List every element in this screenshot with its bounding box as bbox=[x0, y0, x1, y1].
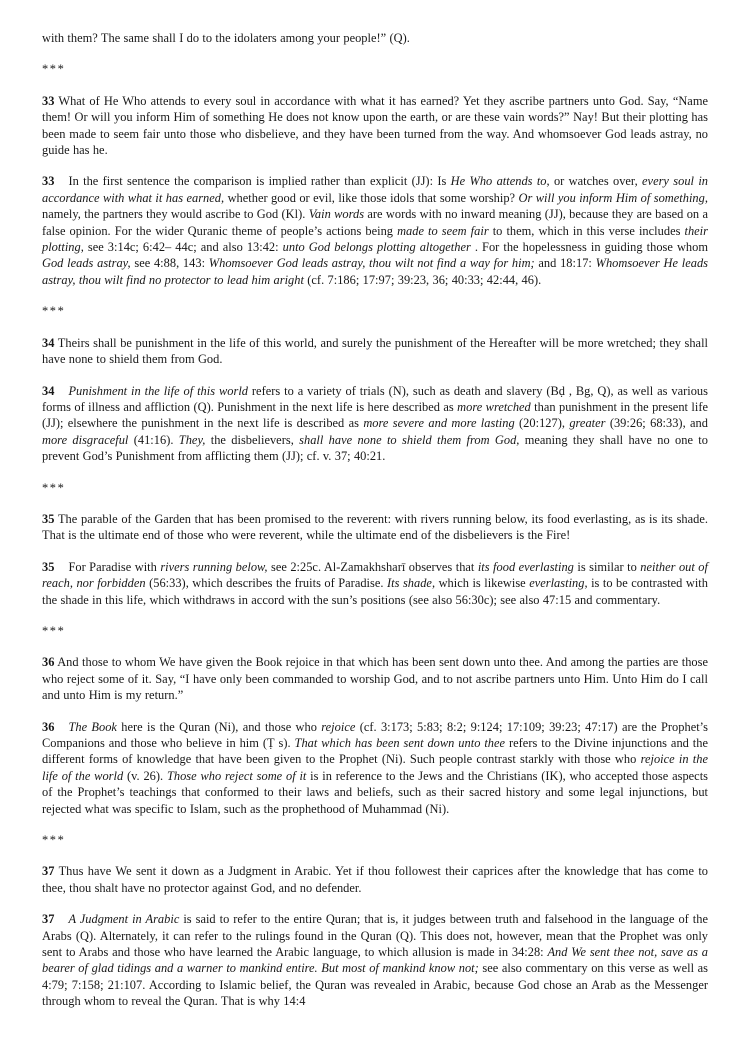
body-text: (41:16). bbox=[128, 432, 179, 447]
quoted-phrase: everlasting, bbox=[529, 576, 588, 591]
body-text: is in reference to the Jews and the Christians (IK), who accepted those aspects of the Prophet’s teachings that conformed to their laws and beliefs, such as their sacred history and some legal injunctions, but rejected what was specific to Islam, such as the prophethood of Muhammad (Ni). bbox=[42, 768, 709, 816]
separator-asterisks: *** bbox=[42, 62, 66, 77]
commentary-number: 35 bbox=[42, 559, 55, 574]
commentary-number: 34 bbox=[42, 383, 55, 398]
quoted-phrase: more disgraceful bbox=[42, 432, 129, 447]
verse-text: Theirs shall be punishment in the life of this world, and surely the punishment of the Hereafter will be more wretched; they shall have none to shield them from God. bbox=[42, 335, 709, 367]
body-text: than punishment in the present life (JJ); elsewhere the punishment in the next life is described as bbox=[42, 399, 708, 431]
text-column bbox=[42, 30, 708, 1025]
body-text: meaning they shall have no one to prevent God’s Punishment from afflicting them (JJ); cf. v. 37; 40:21. bbox=[42, 432, 708, 464]
body-text: is to be contrasted with the shade in this life, which withdraws in accord with the sun’s positions (see also 56:30c); see also 47:15 and commentary. bbox=[42, 576, 708, 607]
body-text: (20:127), bbox=[514, 416, 570, 431]
verse-number: 33 bbox=[42, 93, 55, 108]
quoted-phrase: Punishment in the life of this world bbox=[68, 383, 248, 398]
separator-asterisks: *** bbox=[42, 833, 66, 848]
verse-paragraph bbox=[42, 654, 708, 703]
section-separator-2 bbox=[42, 303, 708, 319]
body-text: the disbelievers, bbox=[205, 432, 300, 447]
body-text: (cf. 7:186; 17:97; 39:23, 36; 40:33; 42:44, 46). bbox=[303, 272, 542, 287]
separator-asterisks: *** bbox=[42, 304, 66, 319]
commentary-block-35 bbox=[42, 559, 708, 608]
verse-block-35 bbox=[42, 511, 708, 544]
section-separator-1 bbox=[42, 61, 708, 77]
verse-paragraph bbox=[42, 93, 708, 159]
body-text: see 2:25c. Al-Zamakhsharī observes that bbox=[267, 559, 478, 574]
verse-block-33 bbox=[42, 93, 708, 159]
body-text: whether good or evil, like those idols that some worship? bbox=[224, 190, 519, 205]
body-text: (cf. 3:173; 5:83; 8:2; 9:124; 17:109; 39:23; 47:17) are the Prophet’s Companions and those who believe in him (Ṭ s). bbox=[42, 719, 708, 750]
commentary-runs bbox=[42, 560, 708, 607]
body-text: For Paradise with bbox=[68, 559, 161, 574]
quoted-phrase: Whomsoever He leads astray, thou wilt find no protector to lead him aright bbox=[42, 256, 708, 287]
body-text: see 3:14c; 6:42– 44c; and also 13:42: bbox=[83, 240, 283, 255]
quoted-phrase: greater bbox=[569, 416, 606, 431]
section-separator-5 bbox=[42, 832, 708, 848]
verse-number: 37 bbox=[42, 864, 55, 879]
commentary-block-34 bbox=[42, 383, 708, 465]
body-text: is similar to bbox=[573, 559, 641, 574]
quoted-phrase: every soul in accordance with what it has earned, bbox=[42, 174, 708, 205]
quoted-phrase: The Book bbox=[68, 719, 117, 734]
quoted-phrase: He Who attends to, bbox=[450, 174, 550, 189]
verse-text: Thus have We sent it down as a Judgment in Arabic. Yet if thou followest their caprices after the knowledge that has come to thee, thou shalt have no protector against God, and no defender. bbox=[42, 864, 709, 895]
commentary-number: 33 bbox=[42, 174, 55, 189]
commentary-runs bbox=[42, 384, 708, 464]
quoted-phrase: neither out of reach, nor forbidden bbox=[42, 559, 708, 591]
section-separator-4 bbox=[42, 623, 708, 639]
quoted-phrase: its food everlasting bbox=[477, 559, 574, 574]
verse-paragraph bbox=[42, 511, 708, 544]
quoted-phrase: made to seem fair bbox=[397, 223, 489, 238]
body-text: here is the Quran (Ni), and those who bbox=[116, 719, 322, 734]
carryover-text: with them? The same shall I do to the idolaters among your people!” (Q). bbox=[42, 31, 410, 45]
commentary-runs bbox=[42, 174, 708, 286]
commentary-number: 36 bbox=[42, 719, 55, 734]
quoted-phrase: Or will you inform Him of something, bbox=[518, 190, 708, 205]
quoted-phrase: rivers running below, bbox=[160, 559, 268, 574]
quoted-phrase: That which has been sent down unto thee bbox=[294, 736, 506, 750]
verse-block-37 bbox=[42, 863, 708, 896]
section-separator-3 bbox=[42, 480, 708, 496]
separator-asterisks: *** bbox=[42, 623, 66, 638]
quoted-phrase: They, bbox=[178, 432, 206, 447]
quoted-phrase: Vain words bbox=[308, 207, 365, 222]
quoted-phrase: Those who reject some of it bbox=[166, 768, 307, 783]
separator-asterisks: *** bbox=[42, 480, 66, 495]
paragraph-carryover bbox=[42, 30, 708, 46]
body-text: are words with no inward meaning (JJ), because they are based on a false opinion. For the wider Quranic theme of people’s actions being bbox=[42, 207, 708, 238]
verse-paragraph bbox=[42, 335, 708, 368]
commentary-paragraph bbox=[42, 173, 708, 288]
commentary-runs bbox=[42, 720, 708, 816]
commentary-paragraph bbox=[42, 559, 708, 608]
quoted-phrase: their plotting, bbox=[42, 223, 708, 255]
body-text: to them, which in this verse includes bbox=[488, 223, 685, 238]
commentary-paragraph bbox=[42, 383, 708, 465]
body-text: (56:33), which describes the fruits of Paradise. bbox=[145, 576, 387, 591]
commentary-paragraph bbox=[42, 719, 708, 817]
commentary-number: 37 bbox=[42, 912, 55, 927]
quoted-phrase: rejoice in the life of the world bbox=[42, 752, 708, 783]
quoted-phrase: Whomsoever God leads astray, thou wilt not find a way for him; bbox=[208, 256, 535, 271]
verse-number: 36 bbox=[42, 655, 55, 670]
verse-block-34 bbox=[42, 335, 708, 368]
body-text: refers to a variety of trials (N), such as death and slavery (Bḍ , Bg, Q), as well as various forms of illness and affliction (Q). Punishment in the next life is here described as bbox=[42, 383, 708, 414]
body-text: In the first sentence the comparison is implied rather than explicit (JJ): Is bbox=[68, 174, 451, 189]
commentary-block-36 bbox=[42, 719, 708, 817]
commentary-paragraph bbox=[42, 911, 708, 1009]
body-text: namely, the partners they would ascribe to God (Kl). bbox=[42, 207, 309, 222]
body-text: see also commentary on this verse as well as 4:79; 7:158; 21:107. According to Islamic belief, the Quran was revealed in Arabic, because God chose an Arab as the Messenger through whom to reveal the Quran. That is why 14:4 bbox=[42, 961, 708, 1009]
quoted-phrase: God leads astray, bbox=[42, 256, 131, 271]
quoted-phrase: more severe and more lasting bbox=[363, 416, 515, 431]
quoted-phrase: Its shade, bbox=[387, 576, 436, 591]
verse-text: The parable of the Garden that has been promised to the reverent: with rivers running below, its food everlasting, as is its shade. That is the ultimate end of those who were reverent, while the ultimate end of the disbelievers is the Fire! bbox=[42, 511, 709, 543]
commentary-block-37 bbox=[42, 911, 708, 1009]
body-text: and 18:17: bbox=[534, 256, 596, 271]
verse-paragraph bbox=[42, 863, 708, 896]
quoted-phrase: shall have none to shield them from God, bbox=[299, 432, 520, 447]
body-text: refers to the Divine injunctions and the different forms of knowledge that have been given to the Prophet (Ni). Such people contrast starkly with those who bbox=[42, 736, 709, 767]
verse-text: And those to whom We have given the Book rejoice in that which has been sent down unto thee. And among the parties are those who reject some of it. Say, “I have only been commanded to worship God, and to not ascribe partners unto Him. Unto Him do I call and unto Him is my return.” bbox=[42, 655, 708, 703]
quoted-phrase: more wretched bbox=[457, 399, 531, 414]
body-text: or watches over, bbox=[549, 174, 643, 189]
body-text: (39:26; 68:33), and bbox=[605, 416, 708, 431]
verse-block-36 bbox=[42, 654, 708, 703]
body-text: (v. 26). bbox=[123, 768, 167, 783]
quoted-phrase: A Judgment in Arabic bbox=[68, 912, 180, 927]
verse-text: What of He Who attends to every soul in accordance with what it has earned? Yet they ascribe partners unto God. Say, “Name them! Or will you inform Him of something He does not know upon the earth, or are these vain words?” Nay! But their plotting has been made to seem fair unto those who disbelieve, and they have been turned from the way. And whomsoever God leads astray, no guide has he. bbox=[42, 93, 708, 158]
verse-number: 34 bbox=[42, 335, 55, 350]
commentary-runs bbox=[42, 912, 708, 1008]
verse-number: 35 bbox=[42, 511, 55, 526]
quoted-phrase: And We sent thee not, save as a bearer of glad tidings and a warner to mankind entire. But most of mankind know not; bbox=[42, 945, 708, 976]
body-text: is said to refer to the entire Quran; that is, it judges between truth and falsehood in the language of the Arabs (Q). Alternately, it can refer to the rulings found in the Quran (Q). This does not, however, mean that the Prophet was only sent to Arabs and those who have learned the Arabic language, to which allusion is made in 34:28: bbox=[42, 912, 708, 960]
body-text: which is likewise bbox=[435, 576, 530, 591]
quoted-phrase: rejoice bbox=[321, 719, 356, 734]
commentary-block-33 bbox=[42, 173, 708, 288]
quoted-phrase: unto God belongs plotting altogether bbox=[282, 240, 471, 255]
body-text: see 4:88, 143: bbox=[130, 256, 209, 271]
body-text: . For the hopelessness in guiding those whom bbox=[470, 240, 709, 255]
